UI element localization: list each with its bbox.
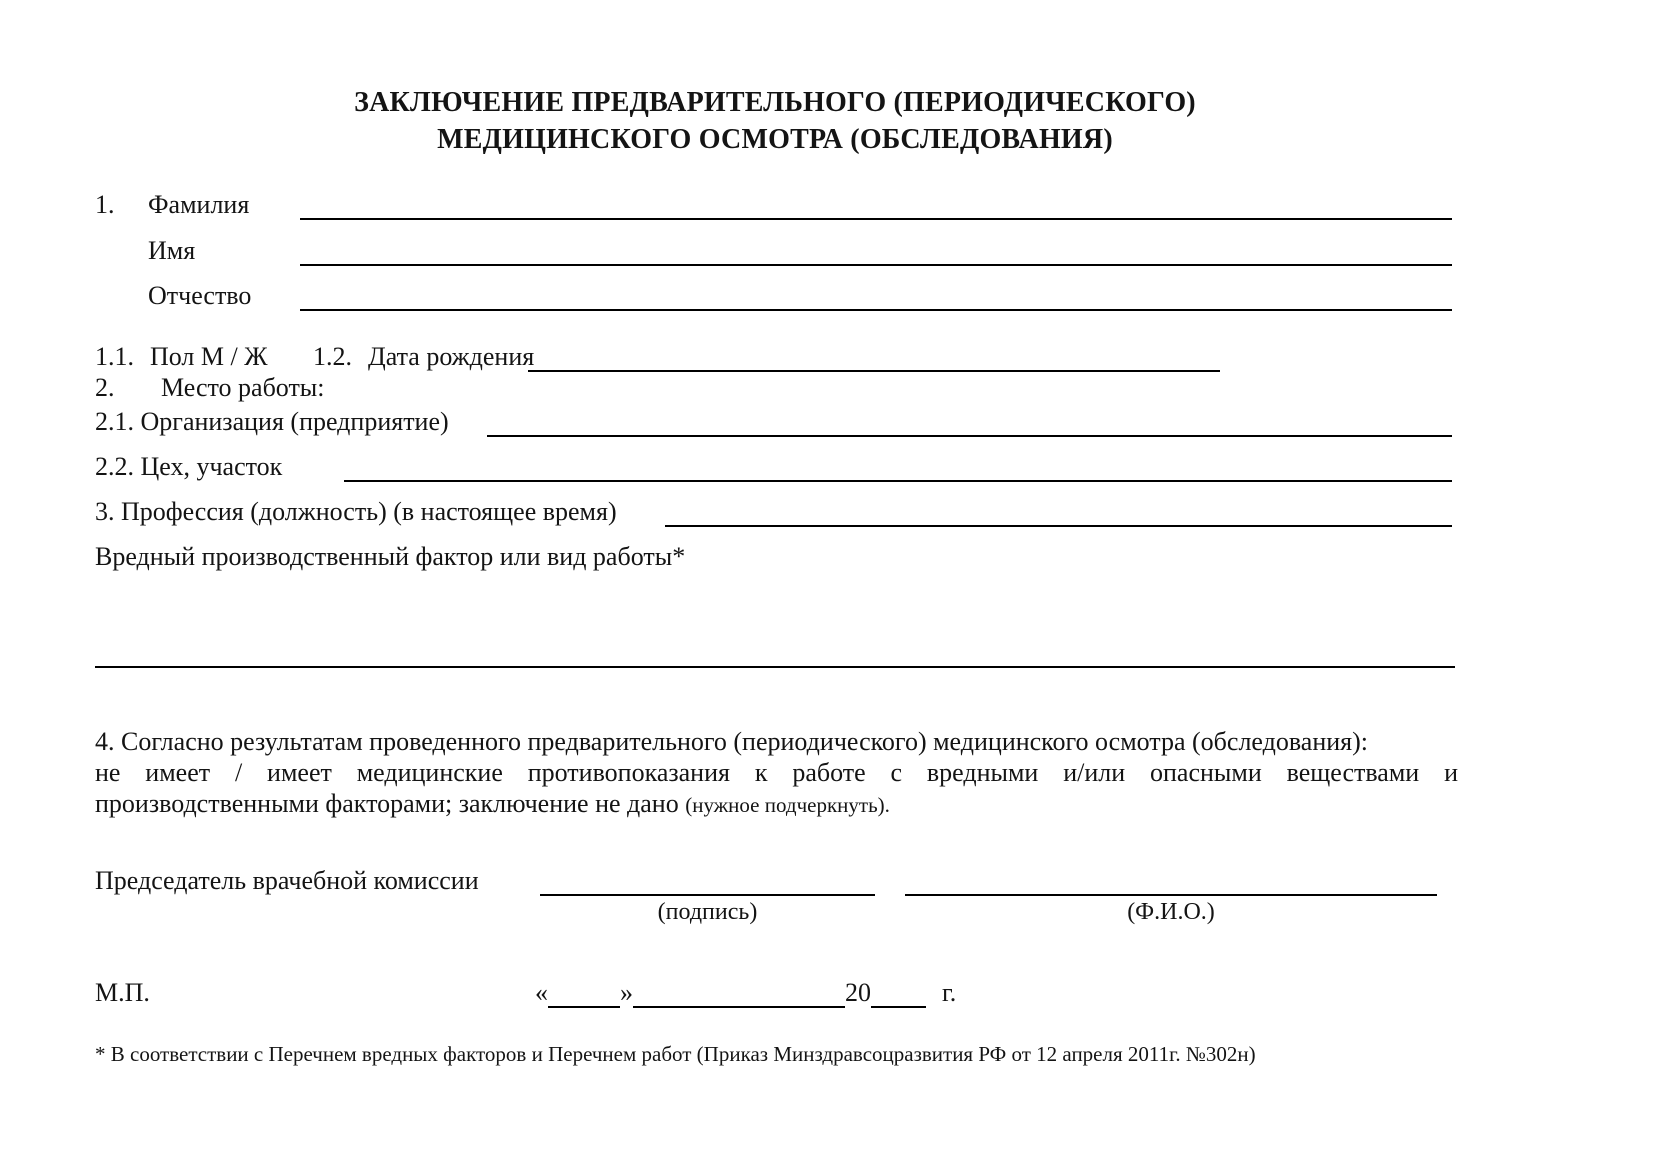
hazard-row [95, 540, 1452, 572]
sex-label: Пол М / Ж [150, 342, 268, 371]
patronymic-blank-line [300, 281, 1452, 311]
footnote: * В соответствии с Перечнем вредных факторов и Перечнем работ (Приказ Минздравсоцразвития РФ от 12 апреля 2011г. №302н) [95, 1042, 1256, 1066]
date-month-blank [633, 980, 845, 1008]
surname-blank-line [300, 190, 1452, 220]
signature-caption: (подпись) [657, 899, 758, 925]
organization-label: 2.1. Организация (предприятие) [95, 407, 449, 436]
date-day-blank [548, 980, 620, 1008]
organization-row [95, 405, 1452, 437]
chairman-label: Председатель врачебной комиссии [95, 866, 479, 895]
date-year-prefix: 20 [845, 978, 871, 1007]
date-close-quote: » [620, 978, 633, 1007]
surname-row [95, 188, 1452, 220]
document-title [95, 84, 1455, 158]
first-name-label: Имя [148, 236, 196, 265]
document-title-line1: ЗАКЛЮЧЕНИЕ ПРЕДВАРИТЕЛЬНОГО (ПЕРИОДИЧЕСКОГО) [354, 87, 1196, 118]
surname-label: Фамилия [148, 190, 250, 219]
date-year-suffix: г. [942, 978, 957, 1007]
conclusion-line3-text: производственными факторами; заключение не дано [95, 789, 679, 818]
organization-blank-line [487, 407, 1452, 437]
birth-date-number: 1.2. [313, 342, 352, 371]
profession-row [95, 495, 1452, 527]
first-name-blank-line [300, 236, 1452, 266]
department-row [95, 450, 1452, 482]
patronymic-row [95, 279, 1452, 311]
fio-caption: (Ф.И.О.) [1127, 899, 1215, 925]
conclusion-underline-note: (нужное подчеркнуть). [685, 793, 890, 817]
stamp-label: М.П. [95, 978, 150, 1007]
birth-date-label: Дата рождения [368, 342, 535, 371]
date-row [535, 978, 956, 1008]
first-name-row [95, 234, 1452, 266]
conclusion-line2: не имеет / имеет медицинские противопоказания к работе с вредными и/или опасными веществами и [95, 758, 1458, 787]
workplace-number: 2. [95, 373, 115, 402]
sex-birthdate-row [95, 340, 1452, 372]
sex-number: 1.1. [95, 342, 134, 371]
profession-blank-line [665, 497, 1452, 527]
workplace-label: Место работы: [161, 373, 325, 402]
department-label: 2.2. Цех, участок [95, 452, 283, 481]
birth-date-blank-line [528, 342, 1220, 372]
signature-blank-line [540, 866, 875, 896]
hazard-label: Вредный производственный фактор или вид работы* [95, 542, 686, 571]
conclusion-line1: 4. Согласно результатам проведенного предварительного (периодического) медицинского осмотра (обследования): [95, 727, 1368, 756]
chairman-row [95, 864, 1452, 896]
conclusion-line3 [95, 788, 1458, 821]
patronymic-label: Отчество [148, 281, 252, 310]
profession-label: 3. Профессия (должность) (в настоящее время) [95, 497, 617, 526]
workplace-row [95, 371, 1452, 403]
surname-number: 1. [95, 190, 115, 219]
date-year-blank [871, 980, 926, 1008]
document-title-line2: МЕДИЦИНСКОГО ОСМОТРА (ОБСЛЕДОВАНИЯ) [437, 124, 1113, 155]
date-open-quote: « [535, 978, 548, 1007]
fio-blank-line [905, 866, 1437, 896]
hazard-blank-line [95, 666, 1455, 668]
department-blank-line [344, 452, 1452, 482]
